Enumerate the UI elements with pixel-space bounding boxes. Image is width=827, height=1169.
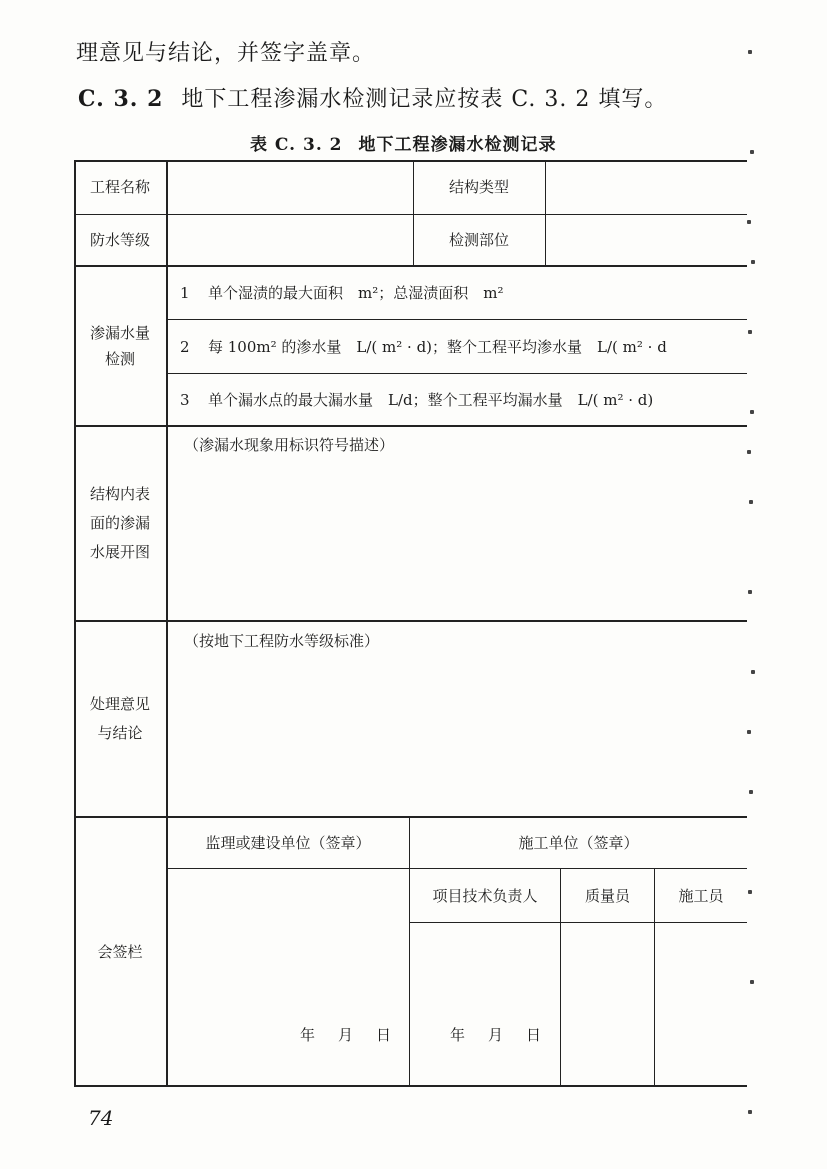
waterproof-grade-field[interactable] [167, 215, 413, 265]
leakage-item-text: 每 100m² 的渗水量 L/( m² · d)；整个工程平均渗水量 L/( m² · d [208, 338, 667, 356]
intro-line: 理意见与结论，并签字盖章。 [76, 41, 376, 66]
unfold-diagram-label: 结构内表面的渗漏水展开图 [89, 485, 150, 561]
project-name-label: 工程名称 [89, 178, 150, 196]
table-caption [250, 130, 556, 155]
leakage-item-number: 3 [180, 391, 190, 409]
leakage-item-2 [180, 336, 667, 357]
page-number: 74 [88, 1106, 114, 1130]
tech-lead-date [450, 1024, 564, 1045]
structure-type-label: 结构类型 [448, 178, 509, 196]
contractor-unit-label: 施工单位（签章） [518, 834, 639, 852]
project-name-field[interactable] [167, 160, 413, 214]
table-caption-label: 表 C. 3. 2 [250, 135, 343, 155]
unfold-diagram-hint: （渗漏水现象用标识符号描述） [184, 436, 395, 454]
structure-type-field[interactable] [546, 160, 746, 214]
leakage-item-text: 单个漏水点的最大漏水量 L/d；整个工程平均漏水量 L/( m² · d) [208, 391, 654, 409]
supervisor-date [300, 1024, 414, 1045]
scan-edge-artifacts [746, 30, 760, 1150]
inspection-record-table [74, 160, 747, 1087]
construction-worker-label: 施工员 [678, 886, 724, 905]
date-day: 日 [376, 1026, 393, 1044]
date-year: 年 [300, 1026, 317, 1044]
inspection-part-field[interactable] [546, 215, 746, 265]
date-month: 月 [338, 1026, 355, 1044]
leakage-item-number: 1 [180, 284, 190, 302]
treatment-conclusion-label: 处理意见与结论 [89, 695, 150, 742]
date-month: 月 [488, 1026, 505, 1044]
clause-c32 [78, 82, 667, 113]
clause-number: C. 3. 2 [78, 86, 164, 112]
leakage-item-3 [180, 389, 653, 410]
leakage-detection-label: 渗漏水量检测 [89, 324, 150, 368]
waterproof-grade-label: 防水等级 [89, 231, 150, 249]
treatment-conclusion-hint: （按地下工程防水等级标准） [184, 632, 380, 650]
leakage-item-1 [180, 282, 503, 303]
inspection-part-label: 检测部位 [448, 231, 509, 249]
tech-lead-label: 项目技术负责人 [432, 886, 538, 905]
date-day: 日 [526, 1026, 543, 1044]
table-caption-title: 地下工程渗漏水检测记录 [358, 135, 557, 155]
leakage-item-text: 单个湿渍的最大面积 m²；总湿渍面积 m² [208, 284, 504, 302]
signature-section-label: 会签栏 [97, 942, 143, 961]
supervisor-unit-label: 监理或建设单位（签章） [205, 834, 371, 852]
date-year: 年 [450, 1026, 467, 1044]
clause-text: 地下工程渗漏水检测记录应按表 C. 3. 2 填写。 [181, 87, 668, 112]
quality-inspector-label: 质量员 [584, 886, 630, 905]
leakage-item-number: 2 [180, 338, 190, 356]
